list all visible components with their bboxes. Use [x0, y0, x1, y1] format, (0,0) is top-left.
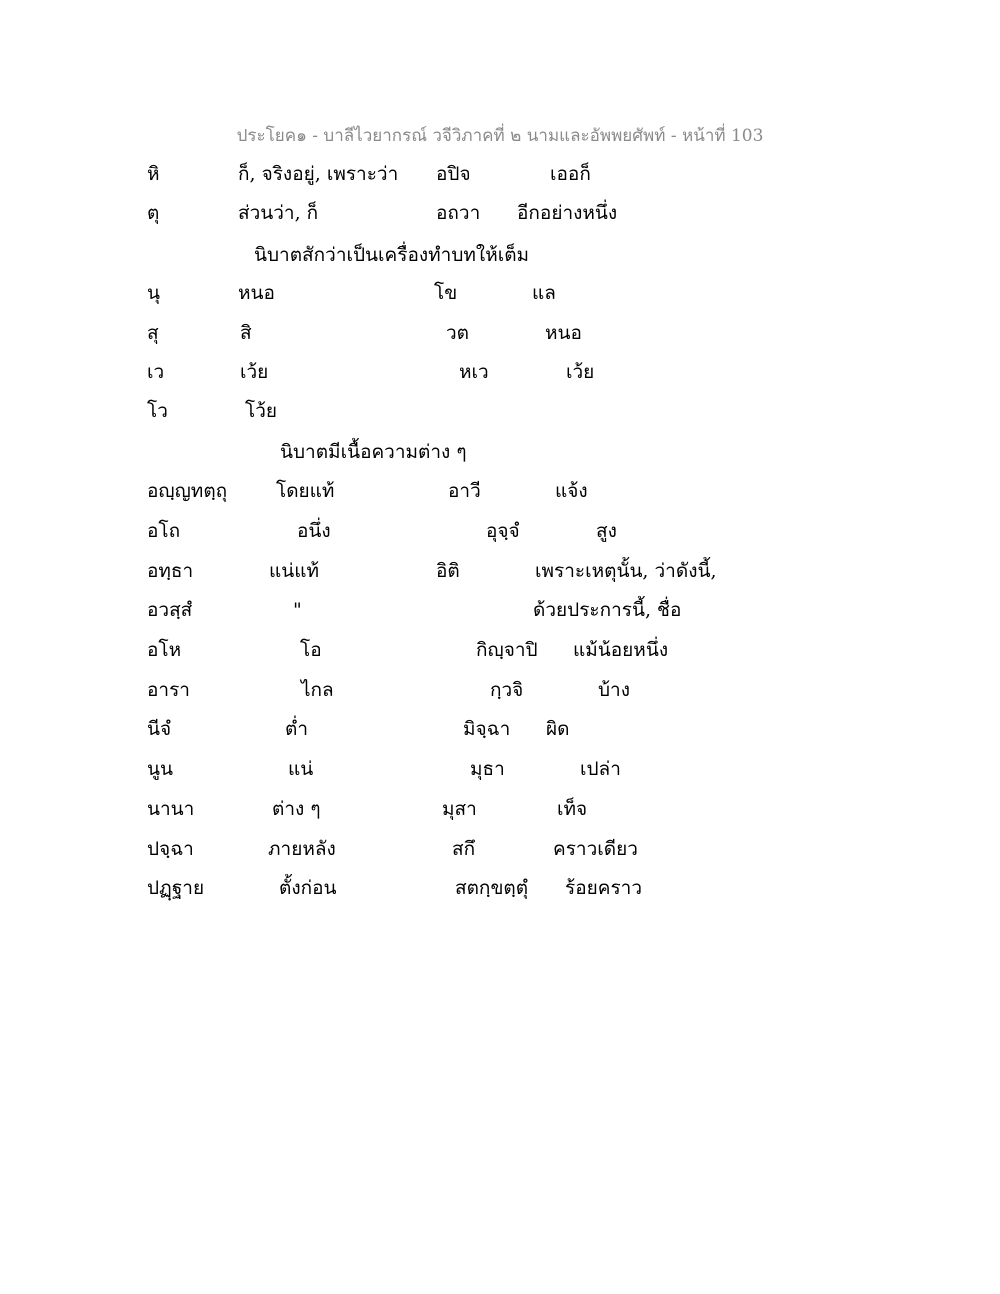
- section-heading: นิบาตสักว่าเป็นเครื่องทำบทให้เต็ม: [254, 244, 530, 266]
- list-item: [0, 476, 1000, 506]
- pali-word: อโห: [147, 639, 182, 661]
- thai-meaning: ภายหลัง: [268, 838, 336, 860]
- thai-meaning: ต่าง ๆ: [272, 798, 321, 820]
- pali-word: อโถ: [147, 520, 181, 542]
- pali-word: อารา: [147, 679, 190, 701]
- pali-word: อทฺธา: [147, 560, 194, 582]
- pali-word: อาวี: [448, 480, 481, 502]
- pali-word: โข: [434, 282, 458, 304]
- list-item: [0, 198, 1000, 228]
- thai-meaning: หนอ: [238, 282, 275, 304]
- list-item: [0, 318, 1000, 348]
- section-heading: นิบาตมีเนื้อความต่าง ๆ: [280, 441, 467, 463]
- thai-meaning: หนอ: [545, 322, 582, 344]
- list-item: [0, 159, 1000, 189]
- thai-meaning: เว้ย: [566, 361, 595, 383]
- thai-meaning: โอ: [300, 639, 322, 661]
- thai-meaning: ต่ำ: [285, 718, 309, 740]
- thai-meaning: เปล่า: [580, 758, 621, 780]
- pali-word: อญฺญทตฺถุ: [147, 480, 228, 502]
- thai-meaning: โว้ย: [245, 400, 278, 422]
- pali-word: อปิจ: [436, 163, 471, 185]
- pali-word: หิ: [147, 163, 160, 185]
- thai-meaning: แล: [532, 282, 556, 304]
- thai-meaning: เออก็: [550, 163, 591, 185]
- pali-word: สุ: [147, 322, 159, 344]
- pali-word: อิติ: [436, 560, 460, 582]
- pali-word: กิญฺจาปิ: [476, 639, 538, 661]
- pali-word: สตกฺขตฺตุํ: [455, 877, 529, 899]
- pali-word: อุจฺจํ: [486, 520, 520, 542]
- pali-word: มิจฺฉา: [463, 718, 511, 740]
- thai-meaning: สิ: [240, 322, 252, 344]
- list-item: [0, 794, 1000, 824]
- thai-meaning: ก็, จริงอยู่, เพราะว่า: [238, 163, 399, 185]
- thai-meaning: แน่แท้: [269, 560, 320, 582]
- list-item: [0, 357, 1000, 387]
- pali-word: นีจํ: [147, 718, 172, 740]
- thai-meaning: คราวเดียว: [553, 838, 638, 860]
- page-header: ประโยค๑ - บาลีไวยากรณ์ วจีวิภาคที่ ๒ นามและอัพพยศัพท์ - หน้าที่ 103: [236, 126, 764, 146]
- thai-meaning: แจ้ง: [555, 480, 588, 502]
- pali-word: ตุ: [147, 202, 160, 224]
- pali-word: ปฏฺฐาย: [147, 877, 205, 899]
- list-item: [0, 396, 1000, 426]
- thai-meaning: สูง: [596, 520, 617, 542]
- pali-word: นานา: [147, 798, 195, 820]
- pali-word: สกึ: [452, 838, 476, 860]
- thai-meaning: บ้าง: [598, 679, 631, 701]
- list-item: [0, 754, 1000, 784]
- pali-word: วต: [446, 322, 470, 344]
- pali-word: มุสา: [442, 798, 477, 820]
- pali-word: โว: [147, 400, 168, 422]
- list-item: [0, 873, 1000, 903]
- thai-meaning: ไกล: [301, 679, 334, 701]
- list-item: [0, 635, 1000, 665]
- thai-meaning: ตั้งก่อน: [279, 877, 337, 899]
- thai-meaning: ส่วนว่า, ก็: [238, 202, 319, 224]
- pali-word: เว: [147, 361, 165, 383]
- thai-meaning: ด้วยประการนี้, ชื่อ: [533, 599, 682, 621]
- pali-word: มุธา: [470, 758, 505, 780]
- thai-meaning: เพราะเหตุนั้น, ว่าดังนี้,: [535, 560, 717, 582]
- ditto-mark: ": [293, 599, 302, 621]
- pali-word: นุ: [147, 282, 160, 304]
- thai-meaning: แน่: [288, 758, 314, 780]
- list-item: [0, 595, 1000, 625]
- pali-word: อวสฺสํ: [147, 599, 193, 621]
- list-item: [0, 516, 1000, 546]
- list-item: [0, 278, 1000, 308]
- pali-word: นูน: [147, 758, 173, 780]
- thai-meaning: ร้อยคราว: [565, 877, 643, 899]
- thai-meaning: อีกอย่างหนึ่ง: [517, 202, 618, 224]
- list-item: [0, 714, 1000, 744]
- thai-meaning: อนึ่ง: [297, 520, 331, 542]
- list-item: [0, 675, 1000, 705]
- list-item: [0, 556, 1000, 586]
- pali-word: ปจฺฉา: [147, 838, 194, 860]
- thai-meaning: เว้ย: [240, 361, 269, 383]
- thai-meaning: โดยแท้: [276, 480, 335, 502]
- pali-word: กฺวจิ: [490, 679, 524, 701]
- thai-meaning: แม้น้อยหนึ่ง: [573, 639, 669, 661]
- thai-meaning: เท็จ: [557, 798, 588, 820]
- thai-meaning: ผิด: [546, 718, 570, 740]
- pali-word: หเว: [459, 361, 489, 383]
- pali-word: อถวา: [436, 202, 481, 224]
- list-item: [0, 834, 1000, 864]
